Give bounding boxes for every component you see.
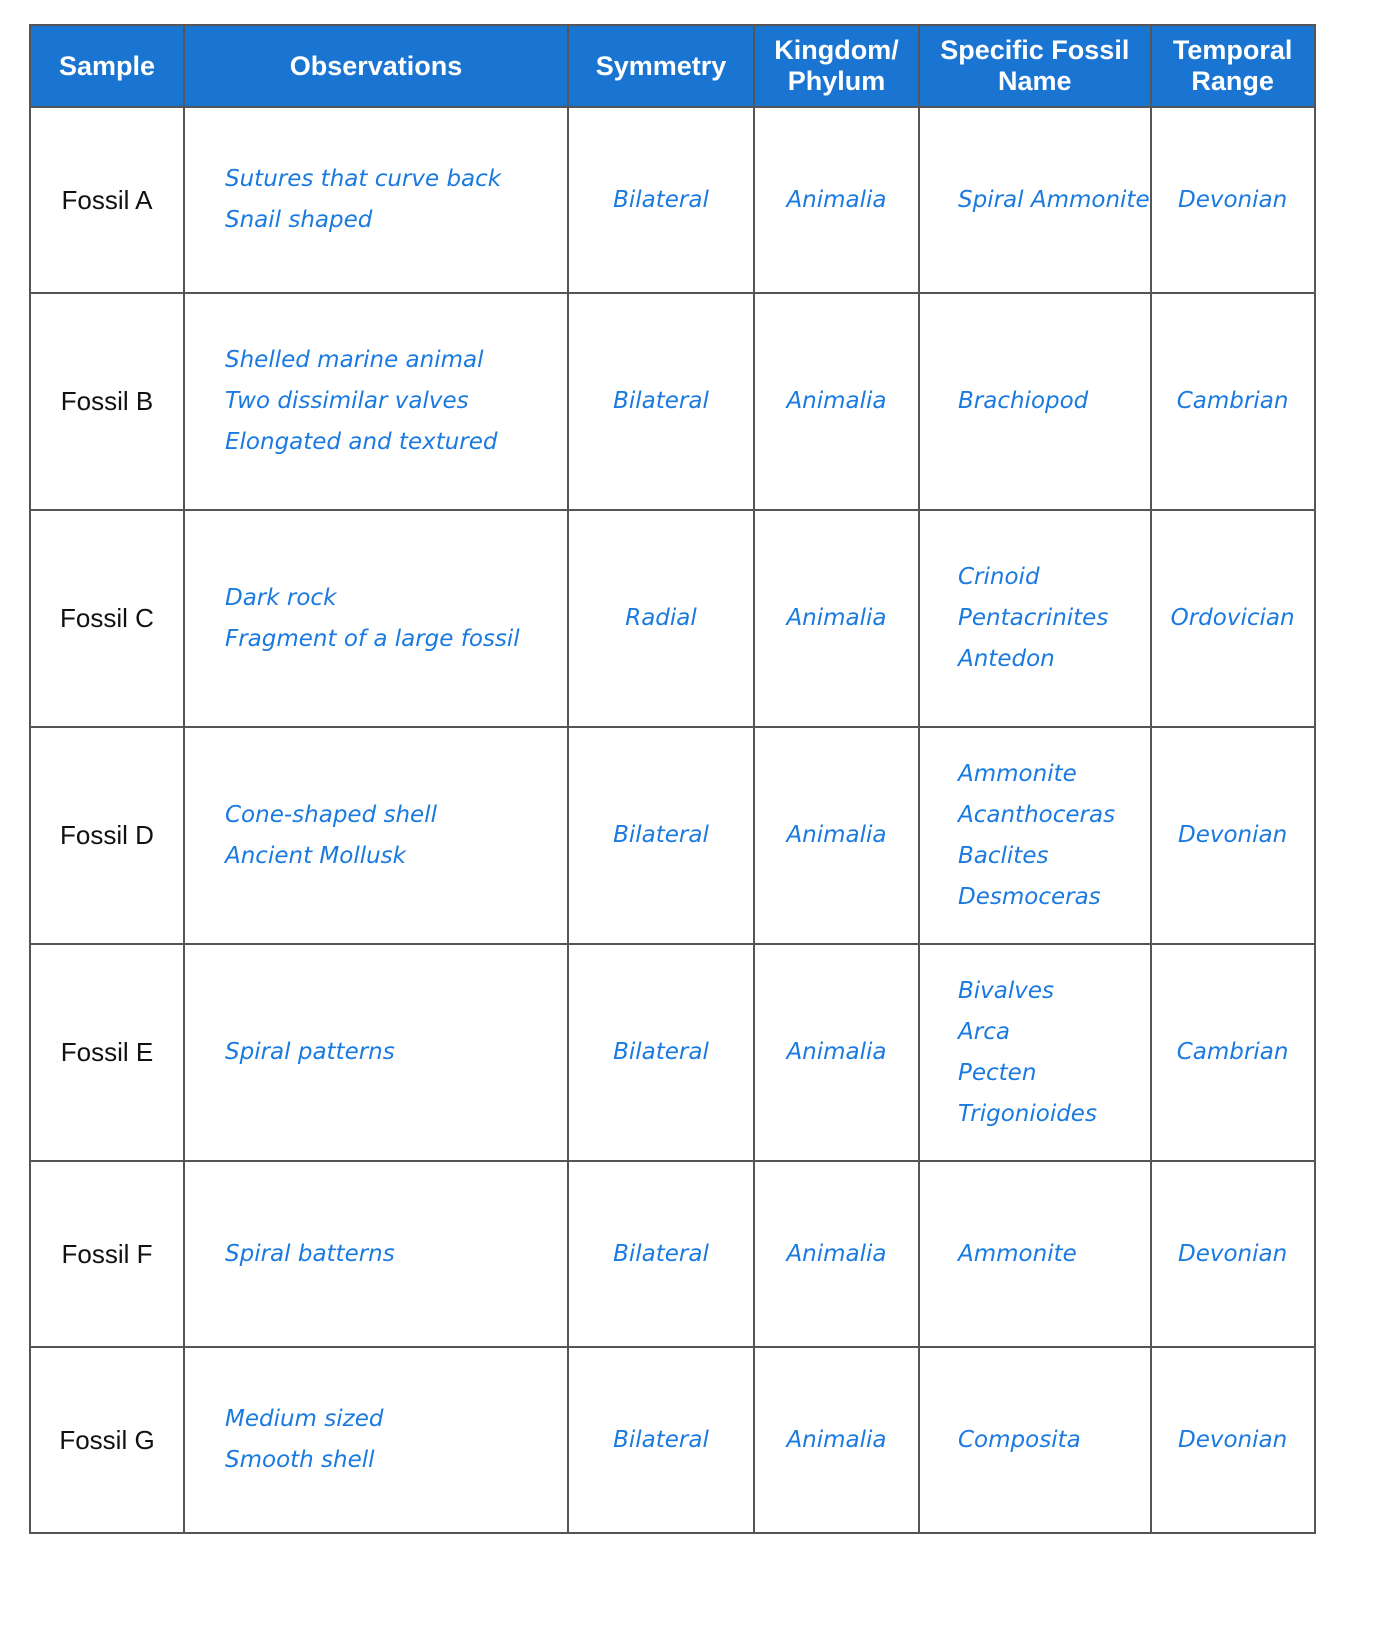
fossil-name-cell xyxy=(919,510,1151,727)
observations-cell xyxy=(184,510,568,727)
kingdom-value: Animalia xyxy=(786,388,887,414)
observations-cell xyxy=(184,944,568,1161)
observation-line: Smooth shell xyxy=(225,1447,375,1473)
fossil-name-line: Pentacrinites xyxy=(958,605,1109,631)
observation-line: Cone-shaped shell xyxy=(225,801,437,828)
fossil-name-cell xyxy=(919,944,1151,1161)
temporal-range-value: Cambrian xyxy=(1176,388,1289,414)
observations-cell xyxy=(184,107,568,293)
fossil-name-line: Crinoid xyxy=(958,564,1040,590)
sample-cell xyxy=(30,510,184,727)
symmetry-cell xyxy=(568,293,754,510)
kingdom-value: Animalia xyxy=(786,1426,887,1453)
kingdom-phylum-cell xyxy=(754,510,919,727)
header-row xyxy=(30,25,1315,107)
fossil-name-cell xyxy=(919,1161,1151,1347)
fossil-name-line: Antedon xyxy=(958,646,1055,672)
kingdom-value: Animalia xyxy=(786,1240,887,1267)
header-sample-label: Sample xyxy=(58,50,156,81)
header-symmetry-label: Symmetry xyxy=(595,50,727,81)
kingdom-phylum-cell xyxy=(754,1347,919,1533)
observation-line: Fragment of a large fossil xyxy=(225,625,520,652)
sample-cell xyxy=(30,293,184,510)
temporal-range-cell xyxy=(1151,293,1315,510)
observation-line: Snail shaped xyxy=(225,207,373,233)
symmetry-value: Bilateral xyxy=(613,1039,709,1065)
fossil-name-cell xyxy=(919,1347,1151,1533)
header-observations xyxy=(184,25,568,107)
fossil-name-line: Desmoceras xyxy=(958,883,1101,910)
sample-cell xyxy=(30,1347,184,1533)
temporal-range-cell xyxy=(1151,1347,1315,1533)
table-row xyxy=(30,1161,1315,1347)
sample-label: Fossil E xyxy=(60,1037,154,1067)
table-row xyxy=(30,1347,1315,1533)
kingdom-value: Animalia xyxy=(786,605,887,631)
temporal-range-cell xyxy=(1151,727,1315,944)
sample-label: Fossil G xyxy=(59,1424,155,1455)
kingdom-phylum-cell xyxy=(754,727,919,944)
sample-label: Fossil D xyxy=(60,820,154,850)
fossil-name-line: Arca xyxy=(958,1018,1010,1045)
fossil-name-line: Composita xyxy=(958,1426,1081,1453)
temporal-range-value: Devonian xyxy=(1178,1426,1288,1453)
observation-line: Spiral batterns xyxy=(225,1240,395,1267)
fossil-name-line: Acanthoceras xyxy=(958,801,1116,828)
header-kingdom-phylum-label: Kingdom/ Phylum xyxy=(774,35,899,96)
temporal-range-value: Devonian xyxy=(1178,1240,1288,1267)
observations-cell xyxy=(184,727,568,944)
observation-line: Sutures that curve back xyxy=(225,166,502,192)
kingdom-phylum-cell xyxy=(754,107,919,293)
sample-label: Fossil A xyxy=(61,184,153,215)
sample-cell xyxy=(30,727,184,944)
sample-cell xyxy=(30,107,184,293)
observations-cell xyxy=(184,1347,568,1533)
header-temporal-range xyxy=(1151,25,1315,107)
header-temporal-range-label: Temporal Range xyxy=(1172,35,1293,96)
fossil-name-line: Spiral Ammonite xyxy=(958,186,1150,213)
fossil-name-cell xyxy=(919,293,1151,510)
observation-line: Spiral patterns xyxy=(225,1039,395,1065)
table-row xyxy=(30,107,1315,293)
fossil-name-line: Ammonite xyxy=(958,760,1077,787)
temporal-range-value: Devonian xyxy=(1178,186,1288,213)
fossil-name-cell xyxy=(919,107,1151,293)
header-specific-fossil-name xyxy=(919,25,1151,107)
observation-line: Two dissimilar valves xyxy=(225,388,469,414)
sample-label: Fossil B xyxy=(60,386,154,416)
temporal-range-cell xyxy=(1151,510,1315,727)
fossil-name-cell xyxy=(919,727,1151,944)
header-sample xyxy=(30,25,184,107)
symmetry-cell xyxy=(568,1347,754,1533)
table-row xyxy=(30,293,1315,510)
kingdom-phylum-cell xyxy=(754,293,919,510)
table-row xyxy=(30,727,1315,944)
fossil-name-line: Pecten xyxy=(958,1059,1037,1086)
observations-cell xyxy=(184,293,568,510)
temporal-range-value: Ordovician xyxy=(1170,605,1295,631)
table-row xyxy=(30,510,1315,727)
observation-line: Shelled marine animal xyxy=(225,347,484,373)
observations-cell xyxy=(184,1161,568,1347)
symmetry-cell xyxy=(568,510,754,727)
observation-line: Medium sized xyxy=(225,1406,384,1432)
fossil-name-line: Brachiopod xyxy=(958,388,1089,414)
observation-line: Elongated and textured xyxy=(225,429,498,455)
temporal-range-value: Devonian xyxy=(1178,822,1288,848)
temporal-range-value: Cambrian xyxy=(1176,1039,1289,1065)
symmetry-value: Bilateral xyxy=(613,822,709,848)
fossil-name-line: Trigonioides xyxy=(958,1100,1097,1127)
symmetry-cell xyxy=(568,944,754,1161)
temporal-range-cell xyxy=(1151,944,1315,1161)
kingdom-value: Animalia xyxy=(786,822,887,848)
temporal-range-cell xyxy=(1151,1161,1315,1347)
kingdom-value: Animalia xyxy=(786,186,887,213)
fossil-name-line: Bivalves xyxy=(958,977,1055,1004)
header-specific-fossil-name-label: Specific Fossil Name xyxy=(940,35,1130,96)
fossil-name-line: Baclites xyxy=(958,842,1049,869)
symmetry-value: Bilateral xyxy=(613,186,709,213)
kingdom-phylum-cell xyxy=(754,1161,919,1347)
symmetry-cell xyxy=(568,727,754,944)
sample-cell xyxy=(30,944,184,1161)
symmetry-cell xyxy=(568,1161,754,1347)
kingdom-value: Animalia xyxy=(786,1039,887,1065)
observation-line: Dark rock xyxy=(225,584,337,611)
sample-label: Fossil C xyxy=(60,603,154,633)
fossil-table xyxy=(29,24,1316,1534)
symmetry-value: Bilateral xyxy=(613,1240,709,1267)
sample-label: Fossil F xyxy=(61,1238,153,1269)
symmetry-value: Radial xyxy=(625,605,697,631)
symmetry-cell xyxy=(568,107,754,293)
header-observations-label: Observations xyxy=(289,50,463,81)
symmetry-value: Bilateral xyxy=(613,388,709,414)
header-symmetry xyxy=(568,25,754,107)
sample-cell xyxy=(30,1161,184,1347)
observation-line: Ancient Mollusk xyxy=(225,842,406,869)
kingdom-phylum-cell xyxy=(754,944,919,1161)
symmetry-value: Bilateral xyxy=(613,1426,709,1453)
fossil-name-line: Ammonite xyxy=(958,1240,1077,1267)
header-kingdom-phylum xyxy=(754,25,919,107)
table-row xyxy=(30,944,1315,1161)
temporal-range-cell xyxy=(1151,107,1315,293)
